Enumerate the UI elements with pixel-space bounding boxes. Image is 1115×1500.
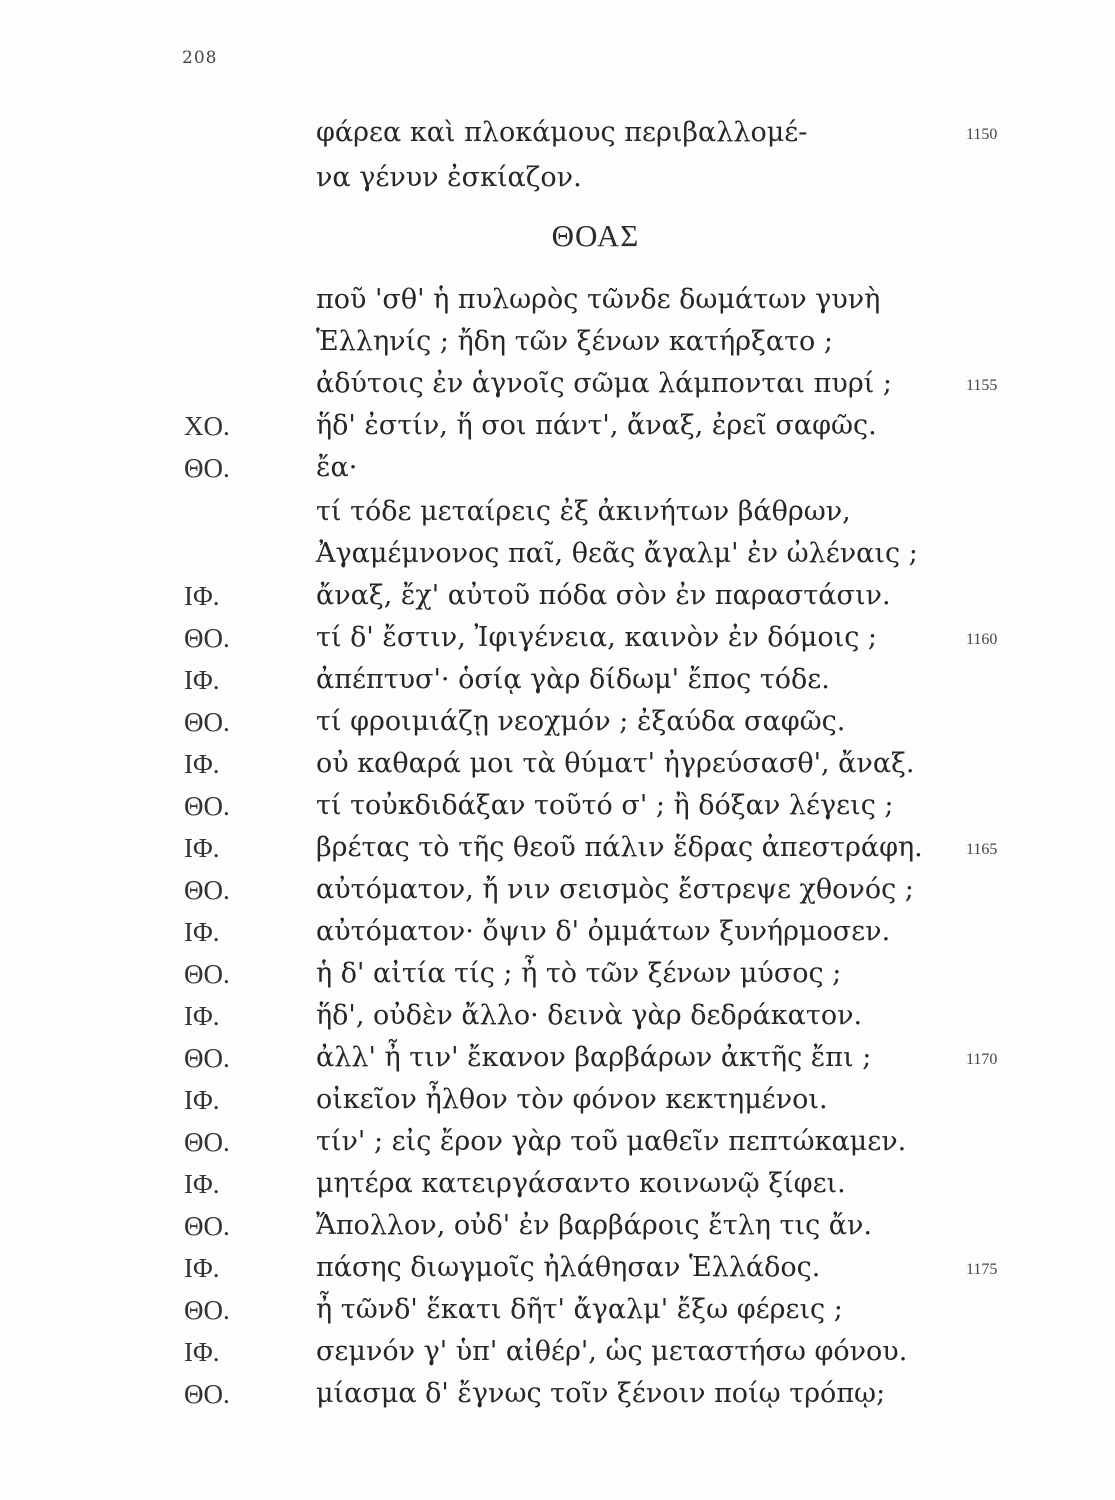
verse-line	[0, 1164, 1115, 1204]
speaker-heading: ΘΟΑΣ	[551, 218, 640, 253]
line-number: 1155	[966, 377, 998, 394]
verse-line	[0, 786, 1115, 826]
verse-text: τί τόδε μεταίρεις ἐξ ἀκινήτων βάθρων,	[316, 496, 851, 527]
verse-text: ποῦ 'σθ' ἡ πυλωρὸς τῶνδε δωμάτων γυνὴ	[316, 284, 881, 315]
verse-text: ἀπέπτυσ'· ὁσίᾳ γὰρ δίδωμ' ἔπος τόδε.	[316, 664, 830, 695]
verse-text: πάσης διωγμοῖς ἠλάθησαν Ἑλλάδος.	[316, 1252, 821, 1283]
verse-text: ἄναξ, ἔχ' αὐτοῦ πόδα σὸν ἐν παραστάσιν.	[316, 580, 891, 611]
speaker-label: ΙΦ.	[184, 917, 220, 947]
speaker-label: ΘΟ.	[184, 1379, 230, 1409]
verse-text: ἀδύτοις ἐν ἁγνοῖς σῶμα λάμπονται πυρί ;	[316, 368, 892, 399]
verse-line	[0, 364, 1115, 404]
speaker-label: ΘΟ.	[184, 707, 230, 737]
verse-text: ἥδ', οὐδὲν ἄλλο· δεινὰ γὰρ δεδράκατον.	[316, 1000, 863, 1031]
speaker-label: ΘΟ.	[184, 1211, 230, 1241]
verse-text: ἔα·	[316, 452, 358, 483]
verse-text: ἡ δ' αἰτία τίς ; ἦ τὸ τῶν ξένων μύσος ;	[316, 958, 842, 989]
verse-line	[0, 1374, 1115, 1414]
verse-line	[0, 1332, 1115, 1372]
verse-text: οὐ καθαρά μοι τὰ θύματ' ἠγρεύσασθ', ἄναξ.	[316, 748, 915, 779]
verse-text: οἰκεῖον ἦλθον τὸν φόνον κεκτημένοι.	[316, 1084, 828, 1115]
verse-text: να γένυν ἐσκίαζον.	[316, 162, 582, 193]
speaker-label: ΘΟ.	[184, 1043, 230, 1073]
verse-line	[0, 828, 1115, 868]
page-number: 208	[182, 48, 218, 68]
verse-line	[0, 618, 1115, 658]
speaker-label: ΙΦ.	[184, 1001, 220, 1031]
verse-line	[0, 660, 1115, 700]
verse-line	[0, 1038, 1115, 1078]
verse-line	[0, 1122, 1115, 1162]
verse-text: μητέρα κατειργάσαντο κοινωνῷ ξίφει.	[316, 1168, 846, 1199]
verse-line	[0, 448, 1115, 488]
verse-text: ἦ τῶνδ' ἕκατι δῆτ' ἄγαλμ' ἔξω φέρεις ;	[316, 1294, 843, 1325]
verse-text: Ἄπολλον, οὐδ' ἐν βαρβάροις ἔτλη τις ἄν.	[316, 1210, 873, 1241]
speaker-label: ΘΟ.	[184, 791, 230, 821]
verse-line	[0, 113, 1115, 153]
speaker-label: ΙΦ.	[184, 665, 220, 695]
speaker-label: ΙΦ.	[184, 1085, 220, 1115]
verse-line	[0, 744, 1115, 784]
line-number: 1150	[966, 126, 998, 143]
verse-line	[0, 1080, 1115, 1120]
verse-text: αὐτόματον· ὄψιν δ' ὀμμάτων ξυνήρμοσεν.	[316, 916, 891, 947]
verse-line	[0, 1290, 1115, 1330]
verse-text: Ἑλληνίς ; ἤδη τῶν ξένων κατήρξατο ;	[316, 326, 833, 357]
verse-line	[0, 702, 1115, 742]
verse-line	[0, 870, 1115, 910]
verse-line	[0, 534, 1115, 574]
verse-line	[0, 492, 1115, 532]
speaker-label: ΘΟ.	[184, 959, 230, 989]
verse-text: φάρεα καὶ πλοκάμους περιβαλλομέ-	[316, 117, 808, 148]
verse-text: βρέτας τὸ τῆς θεοῦ πάλιν ἕδρας ἀπεστράφη.	[316, 832, 923, 863]
speaker-label: ΘΟ.	[184, 875, 230, 905]
speaker-label: ΙΦ.	[184, 1169, 220, 1199]
verse-text: τίν' ; εἰς ἔρον γὰρ τοῦ μαθεῖν πεπτώκαμεν.	[316, 1126, 907, 1157]
verse-line	[0, 1248, 1115, 1288]
verse-text: τί δ' ἔστιν, Ἰφιγένεια, καινὸν ἐν δόμοις ;	[316, 622, 878, 653]
verse-text: ἥδ' ἐστίν, ἥ σοι πάντ', ἄναξ, ἐρεῖ σαφῶς.	[316, 410, 877, 441]
speaker-label: ΙΦ.	[184, 833, 220, 863]
speaker-label: ΘΟ.	[184, 1295, 230, 1325]
verse-line	[0, 996, 1115, 1036]
speaker-label: ΘΟ.	[184, 453, 230, 483]
speaker-label: ΙΦ.	[184, 1337, 220, 1367]
verse-line	[0, 576, 1115, 616]
line-number: 1165	[966, 841, 998, 858]
verse-line	[0, 158, 1115, 198]
verse-line	[0, 954, 1115, 994]
verse-line	[0, 912, 1115, 952]
verse-text: τί τοὐκδιδάξαν τοῦτό σ' ; ἢ δόξαν λέγεις ;	[316, 790, 894, 821]
verse-text: μίασμα δ' ἔγνως τοῖν ξένοιν ποίῳ τρόπῳ;	[316, 1378, 886, 1409]
verse-line	[0, 1206, 1115, 1246]
verse-text: σεμνόν γ' ὑπ' αἰθέρ', ὡς μεταστήσω φόνου.	[316, 1336, 908, 1367]
verse-line	[0, 406, 1115, 446]
verse-text: Ἀγαμέμνονος παῖ, θεᾶς ἄγαλμ' ἐν ὠλέναις ;	[316, 538, 918, 569]
speaker-label: ΘΟ.	[184, 623, 230, 653]
speaker-label: ΙΦ.	[184, 1253, 220, 1283]
speaker-label: ΧΟ.	[184, 411, 230, 441]
verse-text: τί φροιμιάζῃ νεοχμόν ; ἐξαύδα σαφῶς.	[316, 706, 846, 737]
verse-line	[0, 280, 1115, 320]
line-number: 1160	[966, 631, 998, 648]
verse-line	[0, 322, 1115, 362]
speaker-label: ΙΦ.	[184, 581, 220, 611]
verse-text: ἀλλ' ἦ τιν' ἔκανον βαρβάρων ἀκτῆς ἔπι ;	[316, 1042, 872, 1073]
speaker-label: ΘΟ.	[184, 1127, 230, 1157]
line-number: 1175	[966, 1261, 998, 1278]
line-number: 1170	[966, 1051, 998, 1068]
speaker-label: ΙΦ.	[184, 749, 220, 779]
verse-text: αὐτόματον, ἤ νιν σεισμὸς ἔστρεψε χθονός ;	[316, 874, 914, 905]
